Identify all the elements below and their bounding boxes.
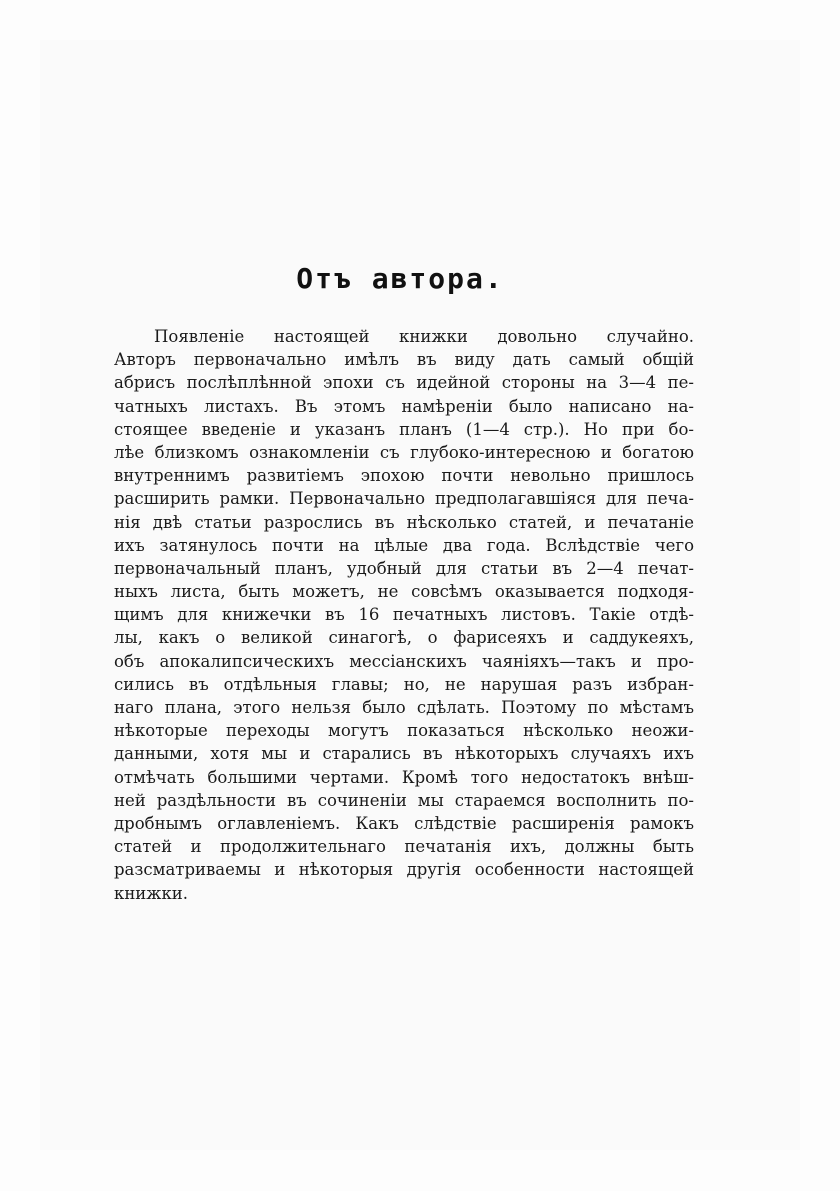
text-line: наго плана, этого нельзя было сдѣлать. Поэтому по мѣстамъ: [114, 698, 694, 717]
text-line: расширить рамки. Первоначально предполагавшіяся для печа-: [114, 489, 694, 509]
text-line: чатныхъ листахъ. Въ этомъ намѣреніи было написано на-: [114, 396, 694, 416]
text-line: внутреннимъ развитіемъ эпохою почти невольно пришлось: [114, 466, 694, 486]
text-line: сились въ отдѣльныя главы; но, не нарушая разъ избран-: [114, 674, 694, 694]
text-line: отмѣчать большими чертами. Кромѣ того недостатокъ внѣш-: [114, 767, 694, 787]
text-line: данными, хотя мы и старались въ нѣкоторыхъ случаяхъ ихъ: [114, 744, 694, 764]
text-line: первоначальный планъ, удобный для статьи въ 2—4 печат-: [114, 558, 694, 578]
text-line: ныхъ листа, быть можетъ, не совсѣмъ оказывается подходя-: [114, 582, 694, 602]
text-line: абрисъ послѣплѣнной эпохи съ идейной стороны на 3—4 пе-: [114, 373, 694, 393]
text-line: ихъ затянулось почти на цѣлые два года. Вслѣдствіе чего: [114, 535, 694, 555]
preface-paragraph: [114, 325, 694, 905]
text-line: объ апокалипсическихъ мессіанскихъ чаяніяхъ—такъ и про-: [114, 651, 694, 671]
text-line: статей и продолжительнаго печатанія ихъ, должны быть: [114, 837, 694, 857]
text-line: Авторъ первоначально имѣлъ въ виду дать самый общій: [114, 350, 694, 370]
text-line: нѣкоторые переходы могутъ показаться нѣсколько неожи-: [114, 721, 694, 741]
text-line: книжки.: [114, 883, 189, 903]
text-line: лѣе близкомъ ознакомленіи съ глубоко-интересною и богатою: [114, 442, 694, 462]
text-line: дробнымъ оглавленіемъ. Какъ слѣдствіе расширенія рамокъ: [114, 813, 694, 833]
text-line: разсматриваемы и нѣкоторыя другія особенности настоящей: [114, 860, 694, 880]
page-title: Отъ автора.: [296, 262, 504, 295]
text-line: нія двѣ статьи разрослись въ нѣсколько статей, и печатаніе: [114, 512, 694, 532]
text-line: щимъ для книжечки въ 16 печатныхъ листовъ. Такіе отдѣ-: [114, 605, 694, 625]
text-line: стоящее введеніе и указанъ планъ (1—4 стр.). Но при бо-: [114, 419, 694, 439]
text-line: ней раздѣльности въ сочиненіи мы стараемся восполнить по-: [114, 790, 694, 810]
text-line: лы, какъ о великой синагогѣ, о фарисеяхъ и саддукеяхъ,: [114, 628, 694, 648]
text-line: Появленіе настоящей книжки довольно случайно.: [154, 327, 694, 346]
